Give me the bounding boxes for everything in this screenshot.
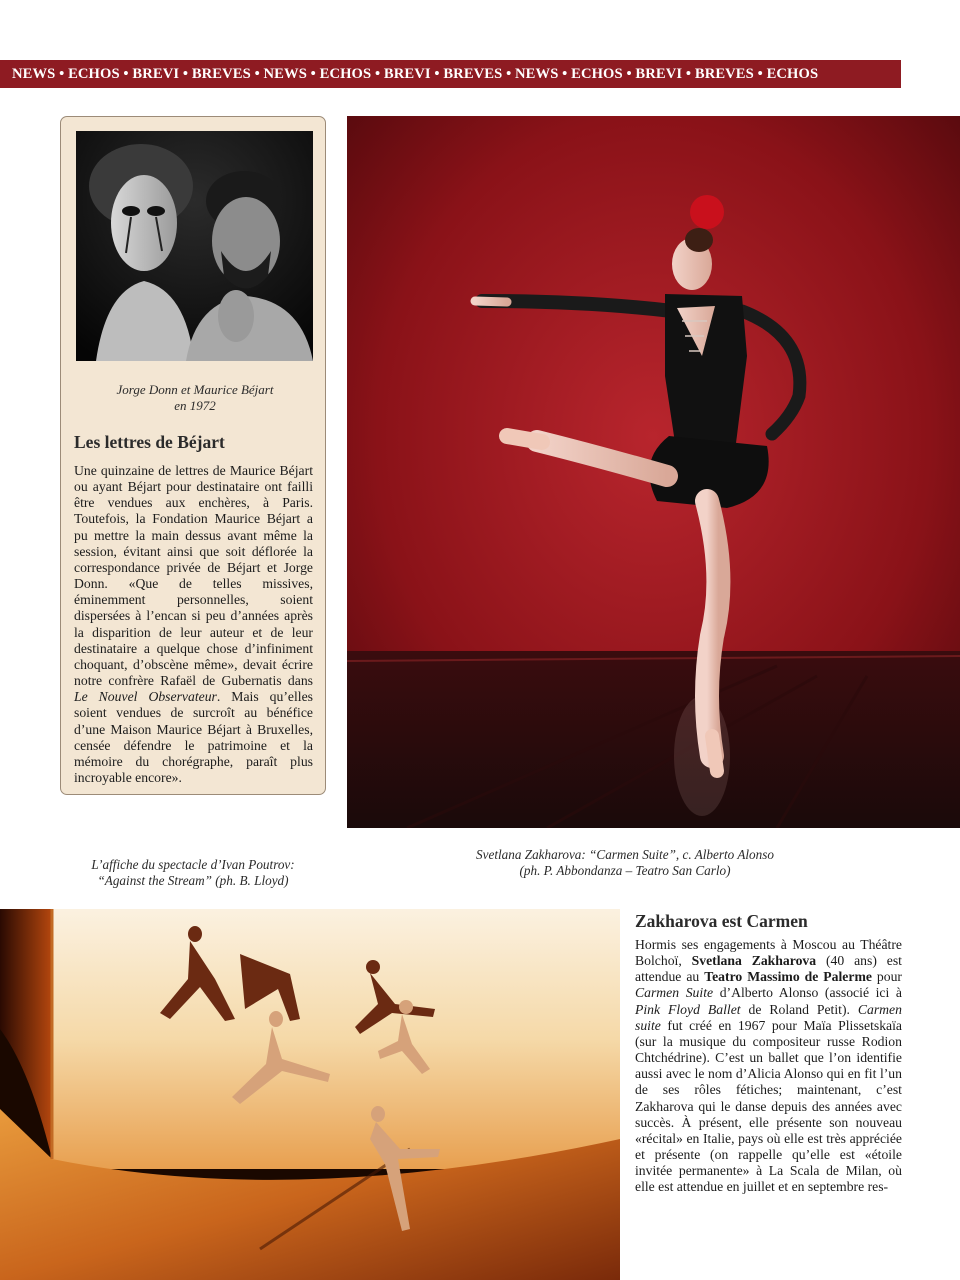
photo-caption-line-1: Jorge Donn et Maurice Béjart — [116, 382, 274, 397]
article-text-6: fut créé en 1967 pour Maïa Plissetskaïa (sur la musique du compositeur russe Rodion Chtchédrine). C’est un ballet que l’on identifie aussi avec le nom d’Alicia Alonso qui en fit l’un de ses rôles fétiches; maintenant, c’est Zakharova qui le danse depuis des années avec succès. À présent, elle présente son nouveau «récital» en Italie, pays où elle est très appréciée et présente (on rappelle qu’elle est «étoile invitée permanente» à La Scala de Milan, où elle est attendue en juillet et en septembre res- — [635, 1017, 902, 1195]
sidebar-body — [74, 463, 313, 786]
work-carmen-suite-2: Carmen suite — [635, 1001, 902, 1033]
photo-caption — [75, 382, 315, 414]
poster-image — [0, 909, 620, 1280]
sidebar-box — [60, 116, 326, 795]
photo-zakharova-image — [347, 116, 960, 828]
article-text-1: Hormis ses engagements à Moscou au Théâtre Bolchoï, — [635, 937, 902, 969]
poster-against-the-stream — [0, 909, 620, 1280]
poster-caption-line-1: L’affiche du spectacle d’Ivan Poutrov: — [91, 857, 295, 872]
article-title: Zakharova est Carmen — [635, 911, 808, 931]
article-body — [635, 937, 902, 1196]
article-text-5: de Roland Petit). — [740, 1001, 858, 1017]
photo-donn-bejart-image — [76, 131, 313, 361]
dancer-name: Svetlana Zakharova — [691, 953, 817, 969]
sidebar-title: Les lettres de Béjart — [74, 432, 225, 452]
photo-donn-bejart — [76, 131, 313, 361]
venue-name: Teatro Massimo de Palerme — [704, 969, 872, 985]
dancer-caption — [347, 847, 903, 879]
sidebar-body-part-1: Une quinzaine de lettres de Maurice Béjart ou ayant Béjart pour destinataire ont failli être vendues aux enchères, à Paris. Toutefois, la Fondation Maurice Béjart a pu mettre la main dessus avant même la session, évitant ainsi que soit déflorée la correspondance privée de Béjart et Jorge Donn. «Que de telles missives, éminemment personnelles, soient dispersées à l’encan si peu d’années après la disparition de leur auteur et de leur destinataire a quelque chose d’infiniment choquant, d’obscène même», devait écrire notre confrère Rafaël de Gubernatis dans — [74, 463, 313, 689]
publication-name: Le Nouvel Observateur — [74, 689, 217, 705]
photo-zakharova-carmen — [347, 116, 960, 828]
article-text-3: pour — [871, 969, 902, 985]
dancer-caption-line-1: Svetlana Zakharova: “Carmen Suite”, c. Alberto Alonso — [476, 847, 774, 862]
poster-caption — [60, 857, 326, 889]
work-carmen-suite: Carmen Suite — [635, 985, 714, 1001]
poster-caption-line-2: “Against the Stream” (ph. B. Lloyd) — [97, 873, 289, 888]
article-text-2: (40 ans) est attendue au — [635, 953, 902, 985]
work-pink-floyd-ballet: Pink Floyd Ballet — [635, 1001, 741, 1017]
article-text-4: d’Alberto Alonso (associé ici à — [713, 985, 902, 1001]
dancer-caption-line-2: (ph. P. Abbondanza – Teatro San Carlo) — [519, 863, 731, 878]
news-banner: NEWS • ECHOS • BREVI • BREVES • NEWS • ECHOS • BREVI • BREVES • NEWS • ECHOS • BREVI • BREVES • ECHOS — [0, 60, 901, 88]
photo-caption-line-2: en 1972 — [174, 398, 216, 413]
sidebar-body-part-2: . Mais qu’elles soient vendues de surcroît au bénéfice d’une Maison Maurice Béjart à Bruxelles, censée défendre le patrimoine et la mémoire du chorégraphe, paraît plus incroyable encore». — [74, 689, 313, 785]
